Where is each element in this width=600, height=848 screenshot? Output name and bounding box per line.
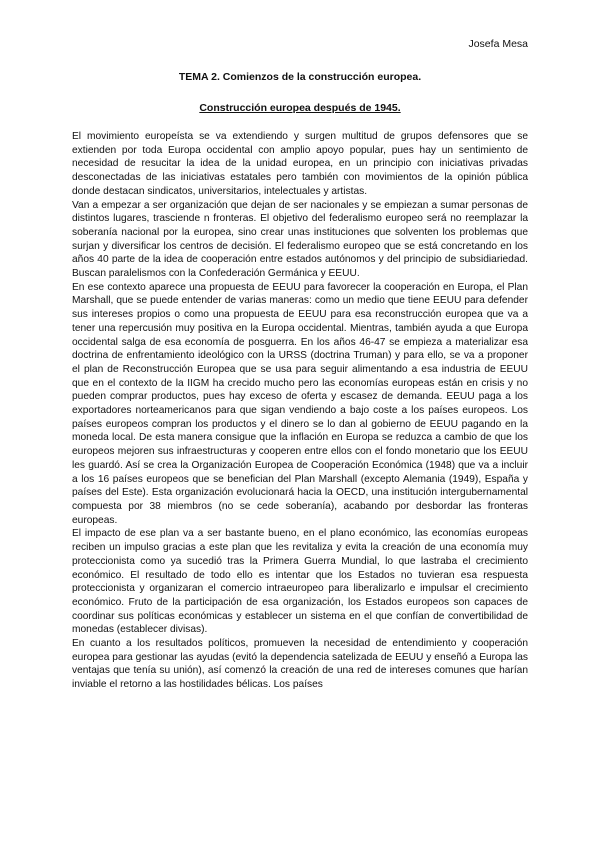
paragraph: En cuanto a los resultados políticos, promueven la necesidad de entendimiento y cooperación europea para gestionar las ayudas (evitó la dependencia satelizada de EEUU y enseñó a Europa las ventajas que tenía su unión), así comenzó la creación de una red de intereses comunes que harían inviable el retorno a las hostilidades bélicas. Los países — [72, 638, 528, 691]
paragraph: El movimiento europeísta se va extendiendo y surgen multitud de grupos defensores que se extienden por toda Europa occidental con amplio apoyo popular, pues hay un sentimiento de necesidad de resucitar la idea de la unidad europea, en un principio con iniciativas privadas desconectadas de las iniciativas estatales pero también con movimientos de la opinión pública donde destacan sindicatos, universitarios, intelectuales y artistas. — [72, 131, 528, 197]
document-title: TEMA 2. Comienzos de la construcción europea. — [178, 71, 422, 83]
author-name: Josefa Mesa — [468, 38, 528, 50]
paragraph: Van a empezar a ser organización que dejan de ser nacionales y se empiezan a sumar personas de distintos lugares, trasciende n fronteras. El objetivo del federalismo europeo será no reemplazar la soberanía nacional por la europea, sino crear unas instituciones que solventen los problemas que surjan y diversificar los centros de decisión. El federalismo europeo que se está concretando en los años 40 parte de la idea de cooperación entre estados autónomos y del principio de subsidiariedad. Buscan paralelismos con la Confederación Germánica y EEUU. — [72, 199, 528, 280]
section-subtitle: Construcción europea después de 1945. — [199, 102, 401, 114]
paragraph: El impacto de ese plan va a ser bastante bueno, en el plano económico, las economías europeas reciben un impulso gracias a este plan que les revitaliza y evita la creación de una economía muy proteccionista como ya sucedió tras la Primera Guerra Mundial, lo que lastraba el crecimiento económico. El resultado de todo ello es intentar que los Estados no tuvieran esa respuesta proteccionista y organizaran el comercio intraeuropeo para liberalizarlo e impulsar el crecimiento económico. Fruto de la participación de esa organización, los Estados europeos son capaces de coordinar sus políticas económicas y establecer un sistema en el que confían de convertibilidad de monedas (establecer divisas). — [72, 528, 528, 636]
paragraph: En ese contexto aparece una propuesta de EEUU para favorecer la cooperación en Europa, el Plan Marshall, que se puede entender de varias maneras: como un medio que tiene EEUU para defender sus intereses propios o como una propuesta de EEUU para esa reconstrucción europea que va a tener una repercusión muy positiva en la Europa occidental. Mientras, también ayuda a que Europa occidental salga de esa economía de posguerra. En los años 46-47 se empieza a materializar esa doctrina de enfrentamiento ideológico con la URSS (doctrina Truman) y para ello, se va a proponer el plan de Reconstrucción Europea que se usa para seguir alimentando a esa industria de EEUU que en el contexto de la IIGM ha crecido mucho pero las economías europeas están en crisis y no pueden comprar productos, pues hay exceso de oferta y escasez de demanda. EEUU paga a los exportadores norteamericanos para que sigan vendiendo a bajo coste a los países europeos. Los países europeos compran los productos y el dinero se lo dan al gobierno de EEUU pagando en la moneda local. De esta manera consigue que la inflación en Europa se reduzca a cambio de que los europeos mejoren sus infraestructuras y cooperen entre ellos con el fondo monetario que los EEUU les guardó. Así se crea la Organización Europea de Cooperación Económica (1948) que va a incluir a los 16 países europeos que se benefician del Plan Marshall (excepto Alemania (1949), España y países del Este). Esta organización evolucionará hacia la OECD, una institución intergubernamental compuesta por 38 miembros (no se cede soberanía), acabando por desbordar las fronteras europeas. — [72, 281, 528, 526]
document-body — [72, 130, 528, 692]
